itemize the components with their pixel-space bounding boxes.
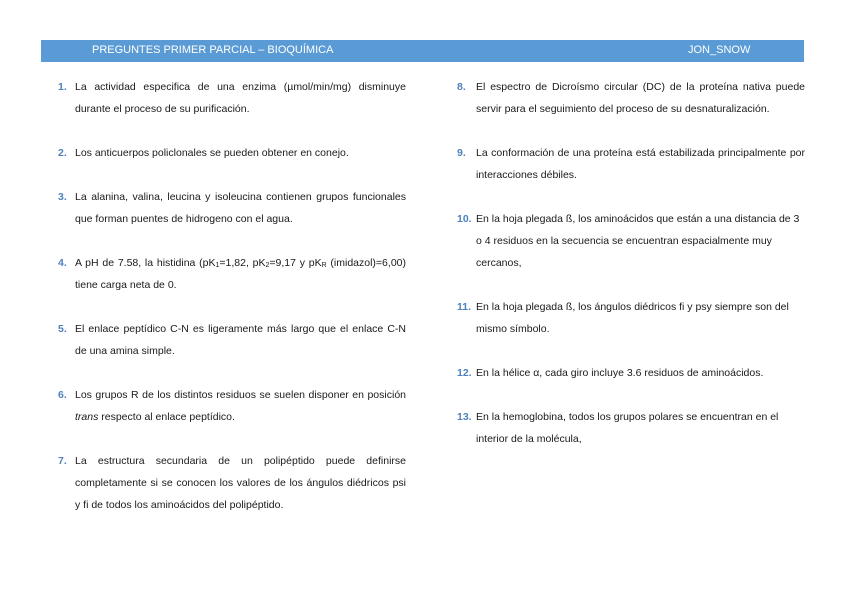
question-number: 2.: [58, 147, 67, 159]
question-5: [58, 318, 406, 362]
header-author: JON_SNOW: [688, 44, 751, 56]
question-13: [457, 406, 805, 450]
question-number: 13.: [457, 411, 472, 423]
question-8: [457, 76, 805, 120]
question-2: [58, 142, 406, 164]
question-number: 1.: [58, 81, 67, 93]
left-column: [58, 76, 406, 516]
question-10: [457, 208, 805, 274]
question-text: La alanina, valina, leucina y isoleucina contienen grupos funcionales que forman puentes de hidrogeno con el agua.: [75, 191, 406, 225]
question-text: En la hoja plegada ß, los aminoácidos que están a una distancia de 3 o 4 residuos en la secuencia se encuentran espacialmente muy cercanos,: [476, 213, 800, 269]
question-text: Los anticuerpos policlonales se pueden obtener en conejo.: [75, 147, 349, 159]
question-12: [457, 362, 805, 384]
question-number: 5.: [58, 323, 67, 335]
question-text: La conformación de una proteína está estabilizada principalmente por interacciones débiles.: [476, 147, 805, 181]
question-number: 9.: [457, 147, 466, 159]
question-number: 10.: [457, 213, 472, 225]
question-number: 4.: [58, 257, 67, 269]
question-number: 6.: [58, 389, 67, 401]
question-text: En la hélice α, cada giro incluye 3.6 residuos de aminoácidos.: [476, 367, 764, 379]
question-9: [457, 142, 805, 186]
question-text: Los grupos R de los distintos residuos se suelen disponer en posición trans respecto al enlace peptídico.: [75, 389, 406, 423]
question-text: A pH de 7.58, la histidina ($pK_1=1,82$, $pK_2=9,17$ y $pK_R$ (imidazol)=6,00) tiene carga neta de 0.: [75, 257, 406, 291]
question-text: La actividad especifica de una enzima (µmol/min/mg) disminuye durante el proceso de su purificación.: [75, 81, 406, 115]
question-6: [58, 384, 406, 428]
question-1: [58, 76, 406, 120]
question-4: [58, 252, 406, 296]
right-column: [457, 76, 805, 450]
question-text: El enlace peptídico C-N es ligeramente más largo que el enlace C-N de una amina simple.: [75, 323, 406, 357]
question-11: [457, 296, 805, 340]
question-text: El espectro de Dicroísmo circular (DC) de la proteína nativa puede servir para el seguimiento del proceso de su desnaturalización.: [476, 81, 805, 115]
question-text: La estructura secundaria de un polipéptido puede definirse completamente si se conocen los valores de los ángulos diédricos psi y fi de todos los aminoácidos del polipéptido.: [75, 455, 406, 511]
question-7: [58, 450, 406, 516]
question-text: En la hemoglobina, todos los grupos polares se encuentran en el interior de la molécula,: [476, 411, 779, 445]
question-number: 12.: [457, 367, 472, 379]
question-text: En la hoja plegada ß, los ángulos diédricos fi y psy siempre son del mismo símbolo.: [476, 301, 789, 335]
question-number: 7.: [58, 455, 67, 467]
question-number: 3.: [58, 191, 67, 203]
question-3: [58, 186, 406, 230]
question-number: 11.: [457, 301, 472, 313]
question-number: 8.: [457, 81, 466, 93]
header-title: PREGUNTES PRIMER PARCIAL – BIOQUÍMICA: [92, 44, 334, 56]
page-header: [41, 40, 804, 62]
